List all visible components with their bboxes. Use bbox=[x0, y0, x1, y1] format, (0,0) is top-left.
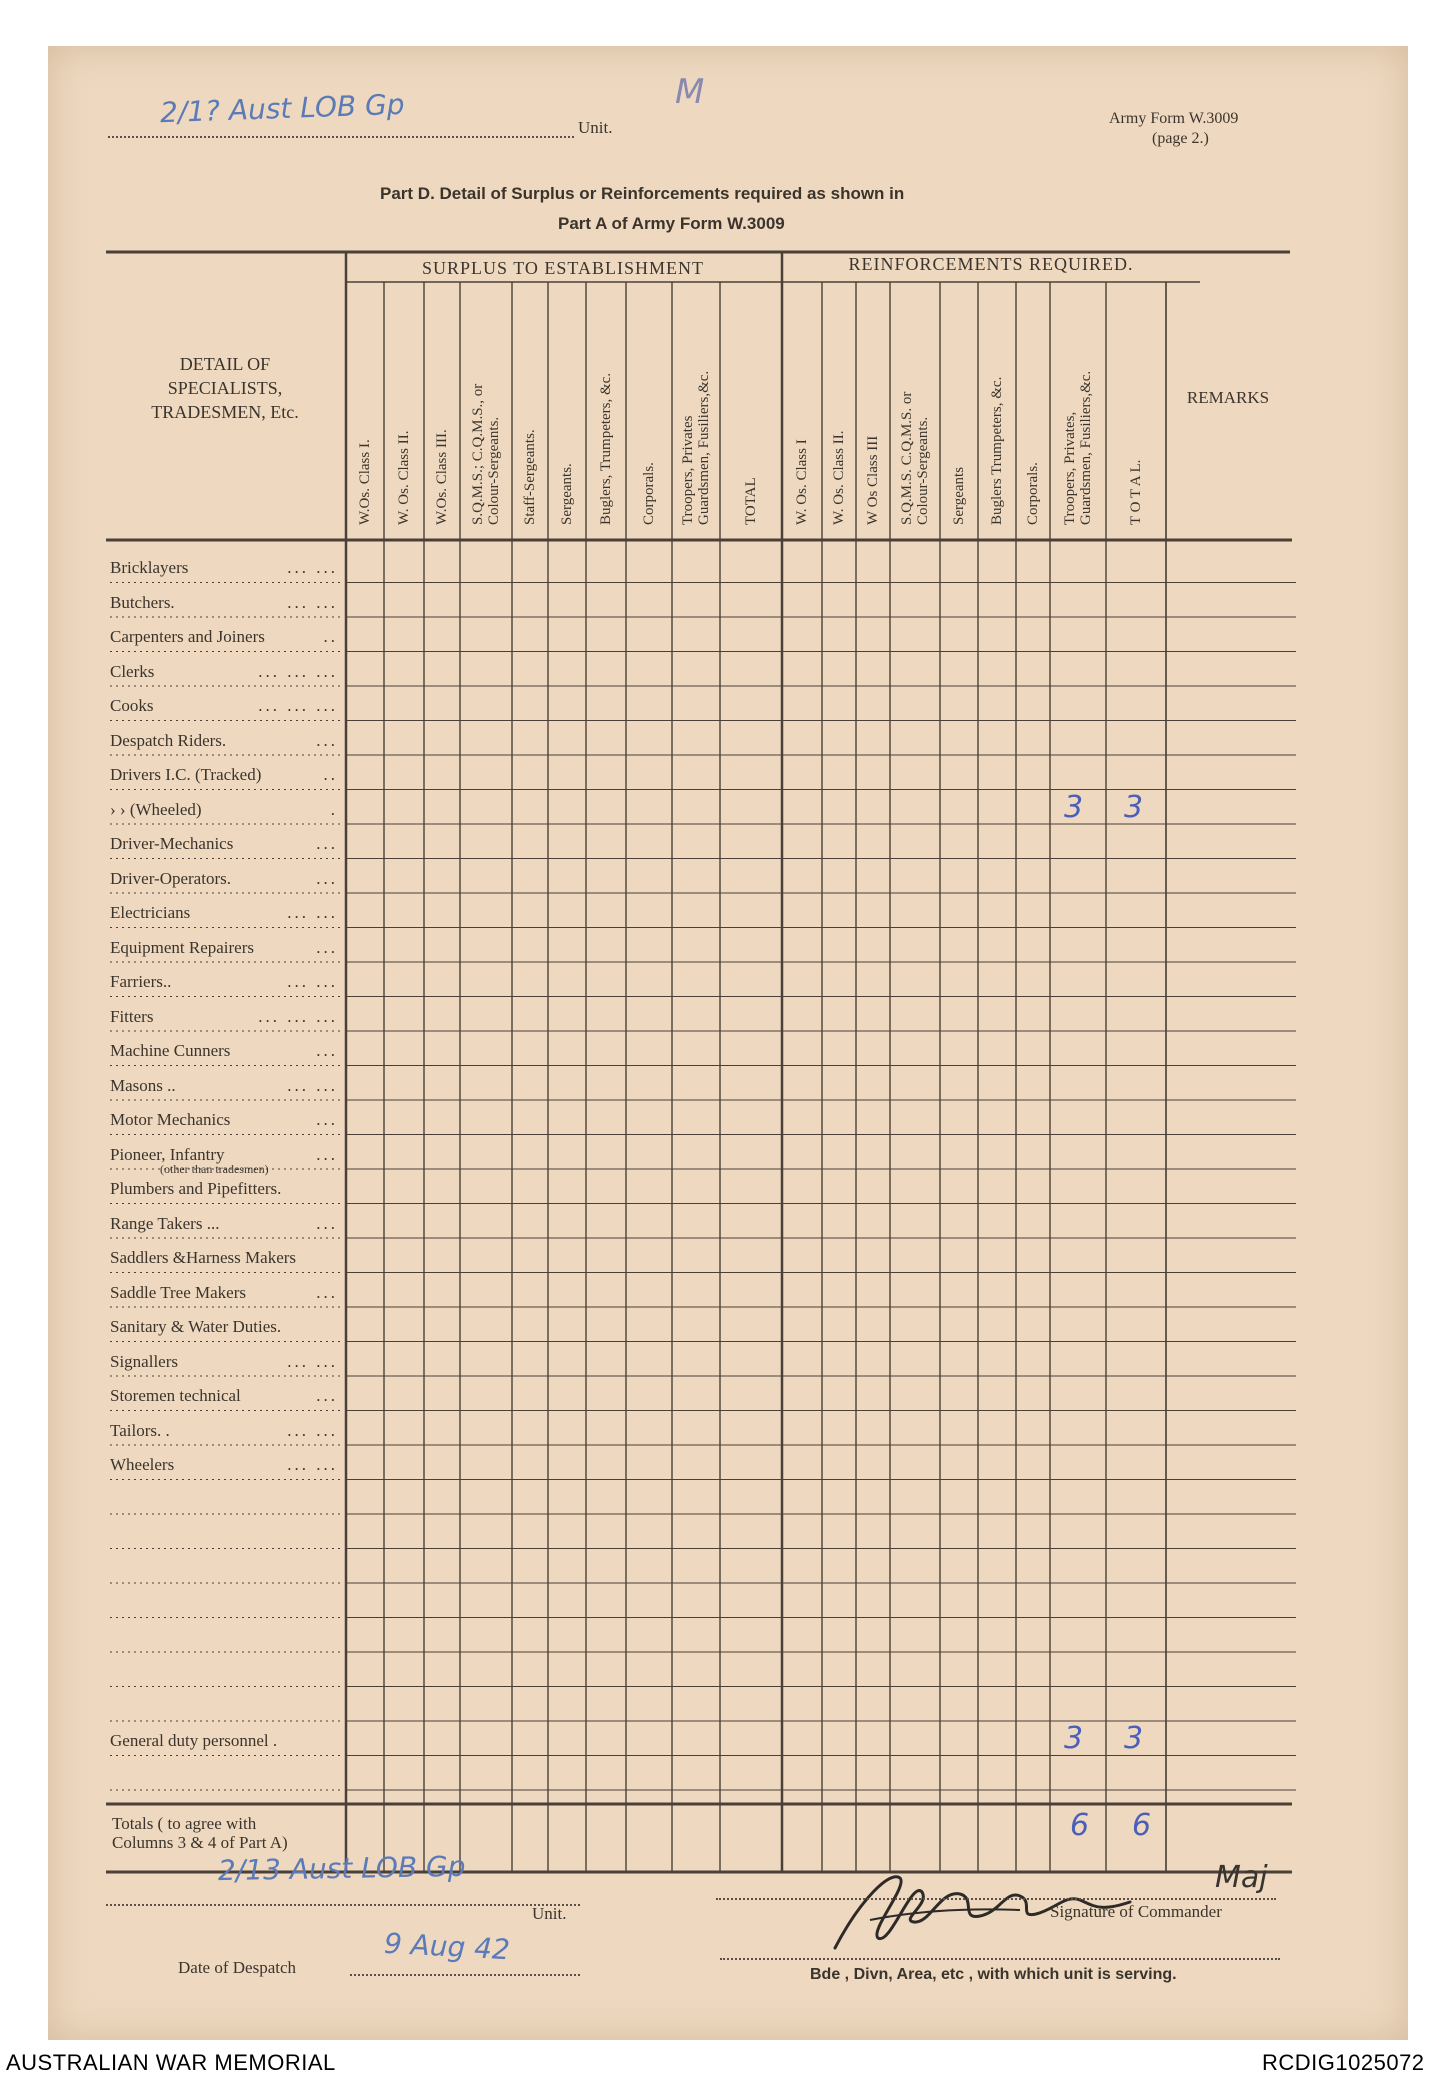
row-leader: ... ... ... bbox=[258, 661, 338, 681]
row-label: Saddlers &Harness Makers bbox=[110, 1248, 297, 1267]
row-label: Sanitary & Water Duties. bbox=[110, 1317, 282, 1336]
row-label: Saddle Tree Makers bbox=[110, 1282, 246, 1302]
surplus-col-header-3: W.Os. Class III. bbox=[434, 429, 450, 525]
surplus-col-header-8: Corporals. bbox=[641, 462, 657, 525]
row-label: Tailors. . bbox=[110, 1420, 170, 1440]
row-leader: ... ... bbox=[287, 592, 338, 612]
reinforcement-group-header: REINFORCEMENTS REQUIRED. bbox=[848, 254, 1134, 274]
reinforcement-col-header-8: Guardsmen, Fusiliers,&c. bbox=[1078, 370, 1094, 525]
surplus-col-header-6: Sergeants. bbox=[559, 463, 575, 525]
row-label: Despatch Riders. bbox=[110, 730, 227, 750]
row-leader: ... ... bbox=[287, 1075, 338, 1095]
totals-reinf-troopers: 6 bbox=[1070, 1808, 1090, 1843]
row-leader: ... bbox=[316, 937, 338, 957]
surplus-col-header-10: TOTAL bbox=[743, 477, 759, 525]
row-leader: ... bbox=[316, 1110, 338, 1129]
row-label: Pioneer, Infantry (other than tradesmen) bbox=[110, 1144, 269, 1176]
row-label: Range Takers ... bbox=[110, 1213, 220, 1233]
row-label: › › (Wheeled) bbox=[110, 799, 202, 819]
row-label: Driver-Mechanics bbox=[110, 834, 234, 853]
row-label: Motor Mechanics bbox=[110, 1110, 231, 1129]
bde-line bbox=[720, 1958, 1280, 1960]
surplus-col-header-5: Staff-Sergeants. bbox=[522, 429, 538, 525]
row-label: Carpenters and Joiners bbox=[110, 627, 265, 646]
row-label: Farriers.. bbox=[110, 972, 172, 991]
unit-handwritten: 2/1? Aust LOB Gp bbox=[159, 87, 406, 130]
surplus-col-header-9: Guardsmen, Fusiliers,&c. bbox=[696, 370, 712, 525]
row-leader: ... ... bbox=[287, 903, 338, 922]
row-leader: ... bbox=[316, 1282, 338, 1302]
reinf-total-entry: 3 bbox=[1124, 789, 1144, 825]
row-leader: ... bbox=[316, 1213, 338, 1233]
signature-line bbox=[716, 1898, 1276, 1900]
surplus-group-header: SURPLUS TO ESTABLISHMENT bbox=[422, 258, 704, 278]
row-label: Fitters bbox=[110, 1006, 154, 1026]
reinforcement-col-header-8: Troopers, Privates, bbox=[1062, 411, 1078, 525]
totals-reinf-total: 6 bbox=[1132, 1808, 1152, 1843]
row-leader: ... bbox=[316, 834, 338, 853]
footer-unit-handwritten: 2/13 Aust LOB Gp bbox=[217, 1849, 466, 1888]
reinforcement-col-header-9: T O T A L. bbox=[1128, 459, 1144, 525]
form-page: (page 2.) bbox=[1152, 130, 1209, 147]
detail-header-line1: DETAIL OF bbox=[179, 354, 271, 374]
row-label: Clerks bbox=[110, 661, 155, 681]
row-label: Wheelers bbox=[110, 1455, 175, 1474]
row-label: Machine Cunners bbox=[110, 1041, 231, 1060]
row-leader: ... bbox=[316, 868, 338, 888]
surplus-col-header-1: W.Os. Class I. bbox=[357, 439, 373, 525]
row-label: Equipment Repairers bbox=[110, 937, 254, 957]
reinforcement-col-header-3: W Os Class III bbox=[865, 435, 881, 525]
reinforcement-col-header-4: S.Q.M.S. C.Q.M.S. or bbox=[899, 391, 915, 525]
reinf-total-entry: 3 bbox=[1124, 1721, 1144, 1756]
row-label: Cooks bbox=[110, 696, 154, 715]
row-label: Electricians bbox=[110, 903, 191, 922]
date-line bbox=[350, 1974, 580, 1976]
signature-label: Signature of Commander bbox=[1050, 1902, 1222, 1921]
row-sublabel: (other than tradesmen) bbox=[160, 1161, 269, 1176]
detail-header-line3: TRADESMEN, Etc. bbox=[151, 402, 299, 422]
row-label: Masons .. bbox=[110, 1075, 176, 1095]
reinf-troopers-entry: 3 bbox=[1064, 789, 1084, 825]
row-label: Plumbers and Pipefitters. bbox=[110, 1179, 282, 1198]
row-leader: ... ... ... bbox=[258, 1006, 338, 1026]
row-label: General duty personnel . bbox=[110, 1731, 278, 1750]
remarks-header: REMARKS bbox=[1186, 388, 1270, 407]
totals-label-line2: Columns 3 & 4 of Part A) bbox=[112, 1833, 288, 1852]
row-leader: . bbox=[330, 799, 338, 819]
row-leader: ... ... bbox=[287, 558, 338, 577]
row-label: Butchers. bbox=[110, 592, 175, 612]
row-leader: ... ... bbox=[287, 1351, 338, 1371]
credit-left: AUSTRALIAN WAR MEMORIAL bbox=[6, 2050, 336, 2075]
reinf-troopers-entry: 3 bbox=[1064, 1721, 1084, 1756]
surplus-col-header-4: Colour-Sergeants. bbox=[486, 416, 502, 525]
row-label: Bricklayers bbox=[110, 558, 189, 577]
bde-label: Bde , Divn, Area, etc , with which unit is serving. bbox=[810, 1966, 1177, 1983]
surplus-col-header-2: W. Os. Class II. bbox=[396, 430, 412, 525]
row-label: Signallers bbox=[110, 1351, 178, 1371]
row-leader: ... ... bbox=[287, 972, 338, 991]
reinforcement-col-header-7: Corporals. bbox=[1025, 462, 1041, 525]
form-name: Army Form W.3009 bbox=[1109, 110, 1239, 127]
totals-label bbox=[112, 1814, 288, 1852]
row-label: Drivers I.C. (Tracked) bbox=[110, 765, 262, 784]
row-label: Storemen technical bbox=[110, 1386, 241, 1405]
detail-header-line2: SPECIALISTS, bbox=[167, 378, 283, 398]
date-handwritten: 9 Aug 42 bbox=[383, 1926, 511, 1967]
surplus-col-header-7: Buglers, Trumpeters, &c. bbox=[598, 372, 614, 525]
reinforcement-col-header-2: W. Os. Class II. bbox=[831, 430, 847, 525]
reinforcement-col-header-4: Colour-Sergeants. bbox=[915, 416, 931, 525]
footer-unit-line bbox=[106, 1904, 580, 1906]
row-leader: ... ... bbox=[287, 1455, 338, 1474]
reinforcement-col-header-1: W. Os. Class I bbox=[794, 439, 810, 525]
row-leader: .. bbox=[323, 765, 338, 784]
reinforcement-col-header-5: Sergeants bbox=[951, 466, 967, 525]
row-leader: ... ... ... bbox=[258, 696, 338, 715]
reinforcement-col-header-6: Buglers Trumpeters, &c. bbox=[989, 376, 1005, 525]
row-leader: ... bbox=[316, 1041, 338, 1060]
row-leader: ... bbox=[316, 1144, 338, 1164]
rank-handwritten: Maj bbox=[1215, 1860, 1268, 1895]
row-leader: ... bbox=[316, 730, 338, 750]
surplus-col-header-4: S.Q.M.S.; C.Q.M.S., or bbox=[470, 383, 486, 525]
date-label: Date of Despatch bbox=[178, 1958, 297, 1977]
detail-header bbox=[110, 352, 340, 424]
surplus-col-header-9: Troopers, Privates bbox=[680, 415, 696, 525]
footer-unit-label: Unit. bbox=[532, 1904, 567, 1923]
row-leader: ... ... bbox=[287, 1420, 338, 1440]
row-leader: .. bbox=[323, 627, 338, 646]
unit-mark: M bbox=[675, 72, 705, 112]
credit-right: RCDIG1025072 bbox=[1262, 2050, 1425, 2075]
form-title-line2: Part A of Army Form W.3009 bbox=[558, 214, 785, 233]
row-leader: ... bbox=[316, 1386, 338, 1405]
unit-label: Unit. bbox=[578, 118, 613, 137]
row-label: Driver-Operators. bbox=[110, 868, 231, 888]
totals-label-line1: Totals ( to agree with bbox=[112, 1814, 257, 1833]
form-title-line1: Part D. Detail of Surplus or Reinforcements required as shown in bbox=[380, 184, 905, 203]
